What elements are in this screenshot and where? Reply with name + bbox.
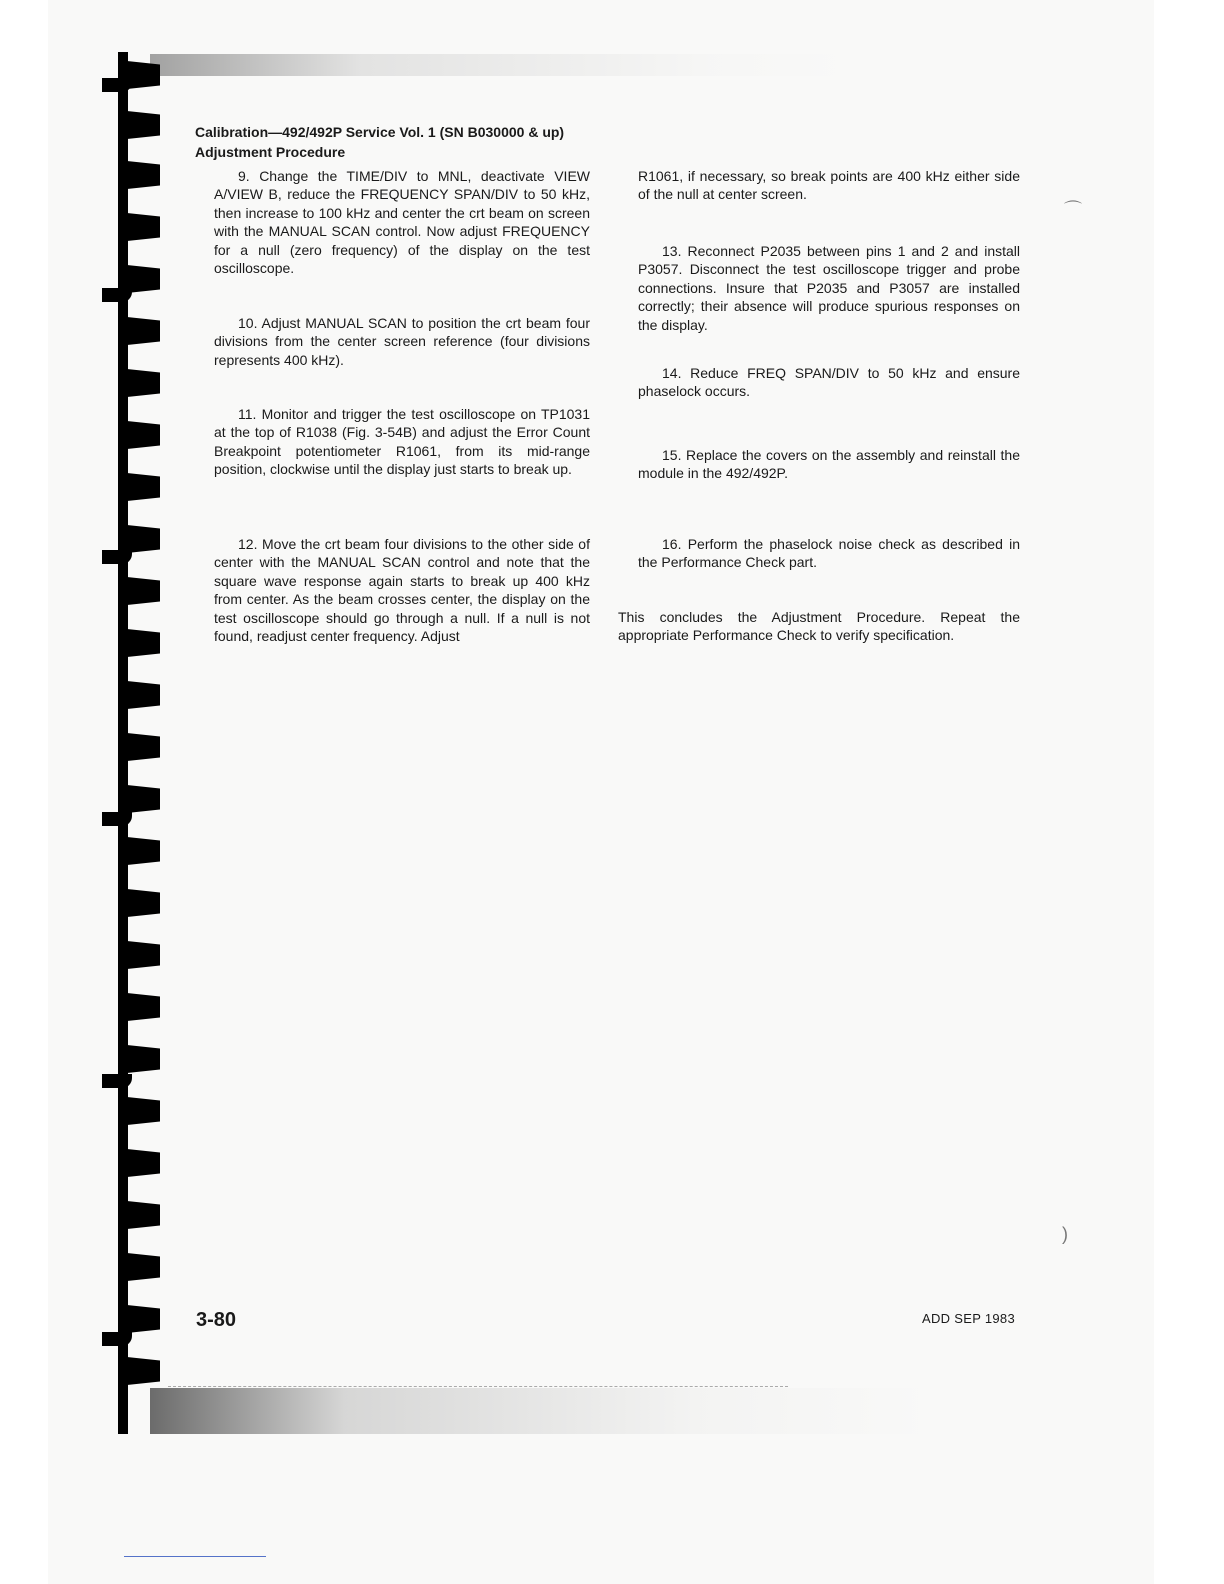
step-16-text: 16. Perform the phaselock noise check as described in the Performance Check part. xyxy=(638,536,1020,571)
scan-edge-line xyxy=(168,1386,788,1387)
step-9-text: 9. Change the TIME/DIV to MNL, deactivate VIEW A/VIEW B, reduce the FREQUENCY SPAN/DIV to 50 kHz, then increase to 100 kHz and center the crt beam on screen with the MANUAL SCAN control. Now adjust FREQUENCY for a null (zero frequency) of the display on the test oscilloscope. xyxy=(214,168,590,277)
scan-noise-bottom xyxy=(150,1388,930,1434)
step-12-continued-text: R1061, if necessary, so break points are 400 kHz either side of the null at center screen. xyxy=(638,168,1020,203)
step-12 xyxy=(214,535,590,645)
step-9 xyxy=(214,167,590,277)
step-12-text: 12. Move the crt beam four divisions to the other side of center with the MANUAL SCAN control and note that the square wave response again starts to break up 400 kHz from center. As the beam crosses center, the display on the test oscilloscope should go through a null. If a null is not found, readjust center frequency. Adjust xyxy=(214,536,590,645)
header-subtitle: Adjustment Procedure xyxy=(195,144,346,160)
conclusion xyxy=(618,608,1020,645)
step-12-continued xyxy=(638,167,1020,204)
scan-noise-top xyxy=(150,54,850,76)
page-header xyxy=(195,122,564,162)
step-14-text: 14. Reduce FREQ SPAN/DIV to 50 kHz and ensure phaselock occurs. xyxy=(638,365,1020,400)
step-15-text: 15. Replace the covers on the assembly and reinstall the module in the 492/492P. xyxy=(638,447,1020,482)
revision-date: ADD SEP 1983 xyxy=(922,1311,1015,1326)
step-10 xyxy=(214,314,590,369)
page-number: 3-80 xyxy=(196,1309,237,1331)
step-13-text: 13. Reconnect P2035 between pins 1 and 2 and install P3057. Disconnect the test oscilloscope trigger and probe connections. Insure that P2035 and P3057 are installed correctly; their absence will produce spurious responses on the display. xyxy=(638,243,1020,333)
step-14 xyxy=(638,364,1020,401)
step-13 xyxy=(638,242,1020,334)
step-15 xyxy=(638,446,1020,483)
step-11-text: 11. Monitor and trigger the test oscilloscope on TP1031 at the top of R1038 (Fig. 3-54B) and adjust the Error Count Breakpoint potentiometer R1061, from its mid-range position, clockwise until the display just starts to break up. xyxy=(214,406,590,478)
comb-binding xyxy=(98,52,168,1434)
step-16 xyxy=(638,535,1020,572)
conclusion-text: This concludes the Adjustment Procedure. Repeat the appropriate Performance Check to verify specification. xyxy=(618,609,1020,644)
header-title: Calibration—492/492P Service Vol. 1 (SN B030000 & up) xyxy=(195,124,565,140)
link-underline xyxy=(124,1556,266,1557)
step-11 xyxy=(214,405,590,479)
step-10-text: 10. Adjust MANUAL SCAN to position the crt beam four divisions from the center screen reference (four divisions represents 400 kHz). xyxy=(214,315,590,368)
margin-mark: ) xyxy=(1062,1224,1068,1244)
margin-mark: ⌒ xyxy=(1064,200,1082,220)
